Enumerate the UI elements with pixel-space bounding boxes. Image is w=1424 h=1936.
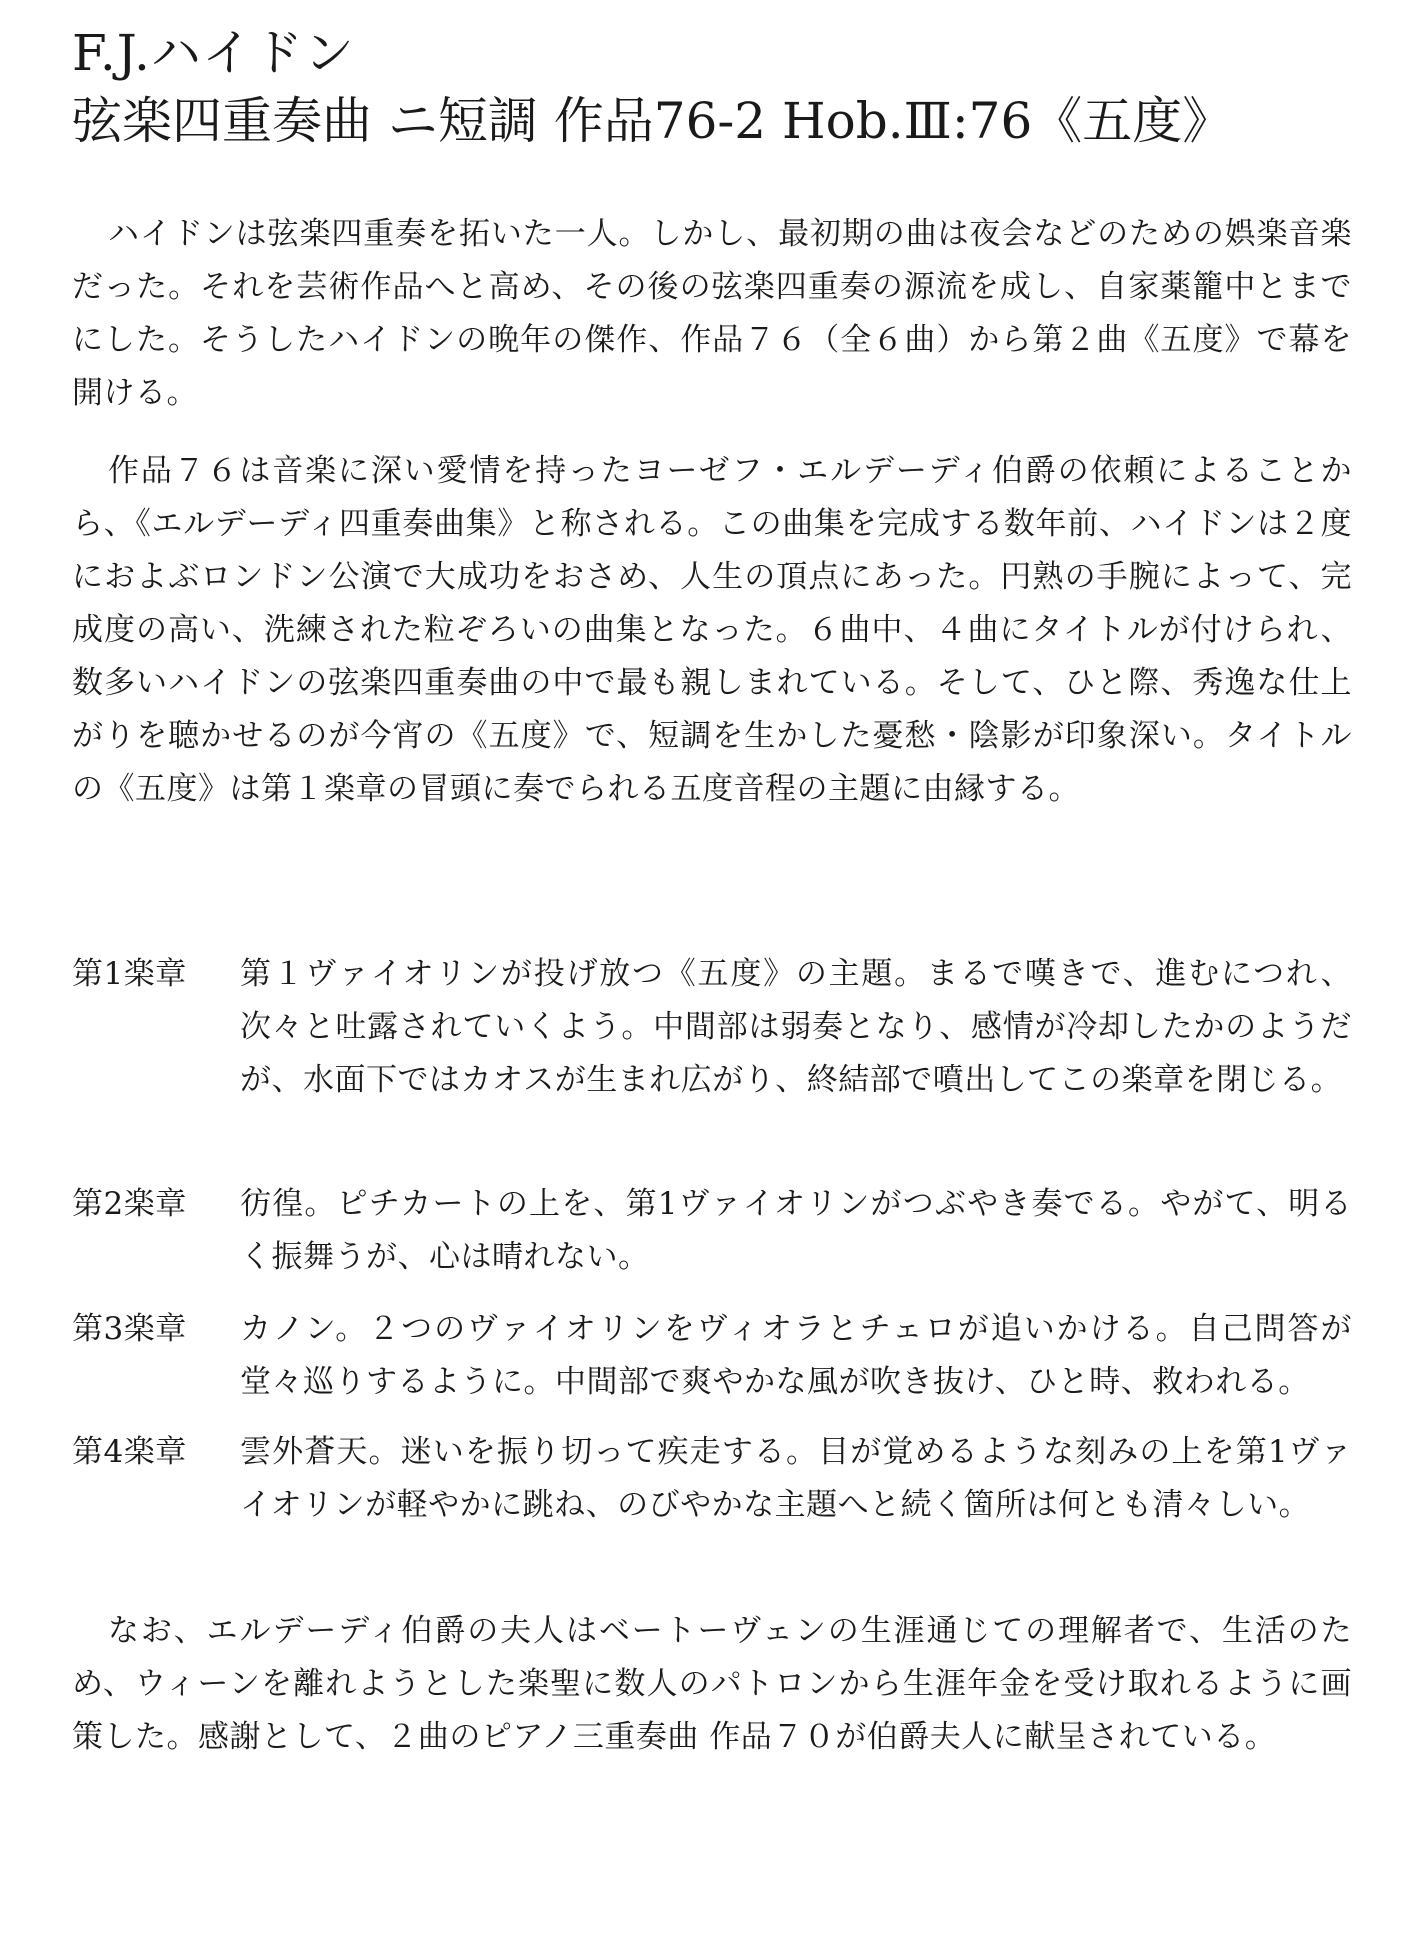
movement-2-text: 彷徨。ピチカートの上を、第1ヴァイオリンがつぶやき奏でる。やがて、明るく振舞うが、心は晴れない。	[240, 1186, 1352, 1275]
intro-paragraph-2: 作品７６は音楽に深い愛情を持ったヨーゼフ・エルデーディ伯爵の依頼によることから、《エルデーディ四重奏曲集》と称される。この曲集を完成する数年前、ハイドンは２度におよぶロンドン公演で大成功をおさめ、人生の頂点にあった。円熟の手腕によって、完成度の高い、洗練された粒ぞろいの曲集となった。６曲中、４曲にタイトルが付けられ、数多いハイドンの弦楽四重奏曲の中で最も親しまれている。そして、ひと際、秀逸な仕上がりを聴かせるのが今宵の《五度》で、短調を生かした憂愁・陰影が印象深い。タイトルの《五度》は第１楽章の冒頭に奏でられる五度音程の主題に由縁する。	[72, 453, 1352, 807]
movement-4-text: 雲外蒼天。迷いを振り切って疾走する。目が覚めるような刻みの上を第1ヴァイオリンが軽やかに跳ね、のびやかな主題へと続く箇所は何とも清々しい。	[240, 1434, 1352, 1523]
composer-name: F.J.ハイドン	[72, 24, 355, 82]
closing-paragraph: なお、エルデーディ伯爵の夫人はベートーヴェンの生涯通じての理解者で、生活のため、ウィーンを離れようとした楽聖に数人のパトロンから生涯年金を受け取れるように画策した。感謝として、２曲のピアノ三重奏曲 作品７０が伯爵夫人に献呈されている。	[72, 1613, 1352, 1755]
work-title: 弦楽四重奏曲 ニ短調 作品76-2 Hob.Ⅲ:76《五度》	[72, 92, 1233, 150]
movement-3-label: 第3楽章	[72, 1311, 187, 1347]
movement-2-label: 第2楽章	[72, 1186, 187, 1222]
movement-3-text: カノン。２つのヴァイオリンをヴィオラとチェロが追いかける。自己問答が堂々巡りするように。中間部で爽やかな風が吹き抜け、ひと時、救われる。	[240, 1311, 1352, 1400]
movement-1-text: 第１ヴァイオリンが投げ放つ《五度》の主題。まるで嘆きで、進むにつれ、次々と吐露されていくよう。中間部は弱奏となり、感情が冷却したかのようだが、水面下ではカオスが生まれ広がり、終結部で噴出してこの楽章を閉じる。	[240, 956, 1352, 1098]
movement-4-label: 第4楽章	[72, 1434, 187, 1470]
movement-1-label: 第1楽章	[72, 956, 187, 992]
intro-paragraph-1: ハイドンは弦楽四重奏を拓いた一人。しかし、最初期の曲は夜会などのための娯楽音楽だった。それを芸術作品へと高め、その後の弦楽四重奏の源流を成し、自家薬籠中とまでにした。そうしたハイドンの晩年の傑作、作品７６（全６曲）から第２曲《五度》で幕を開ける。	[72, 216, 1352, 411]
